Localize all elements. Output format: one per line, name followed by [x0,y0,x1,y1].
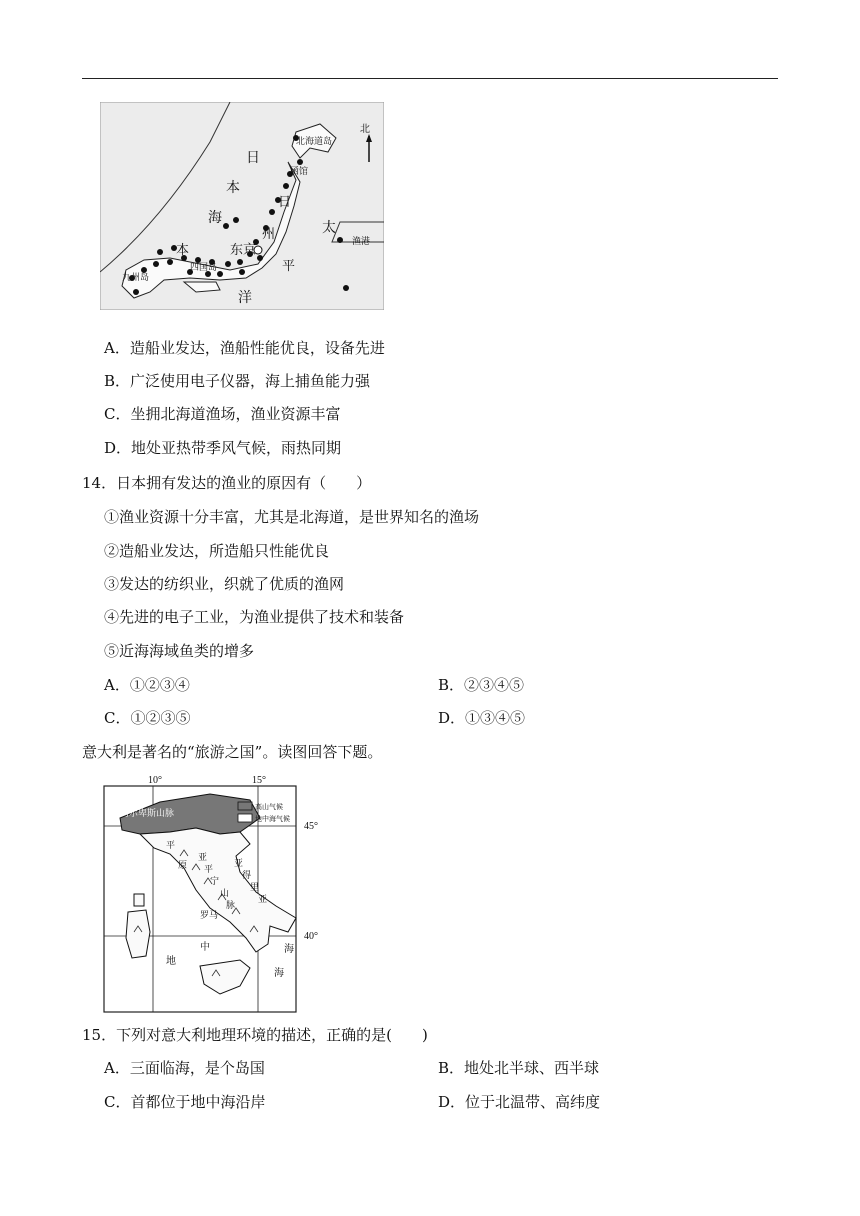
q14-stem: 14．日本拥有发达的渔业的原因有（ ） [82,474,372,492]
map-label: 脉 [226,900,236,910]
legend-label: 地中海气候 [255,815,290,823]
map-label: 海 [284,944,294,955]
map-label: 中 [200,942,210,953]
option-text: 三面临海，是个岛国 [129,1059,265,1077]
q13-option-d [104,438,341,458]
q13-option-a [104,338,385,358]
option-letter: D． [438,1093,466,1111]
option-letter: A． [104,339,130,357]
option-text: 广泛使用电子仪器，海上捕鱼能力强 [130,372,371,390]
option-letter: A． [104,676,130,694]
latitude-label: 40° [304,931,318,942]
map-label: 里 [250,882,260,892]
map-label: 函馆 [290,166,309,176]
option-letter: D． [438,709,466,727]
option-text: ①②③⑤ [130,709,191,727]
map-label: 平 [204,864,214,874]
map-label: 太 [322,221,336,236]
latitude-label: 45° [304,821,318,832]
map-label: 东京 [230,242,257,257]
q14-statement-1: ①渔业资源十分丰富，尤其是北海道，是世界知名的渔场 [104,508,480,526]
option-letter: A． [104,1059,130,1077]
option-text: 位于北温带、高纬度 [465,1093,601,1111]
q15-option-d [438,1092,600,1112]
q13-option-c [104,404,341,424]
option-text: ②③④⑤ [464,676,525,694]
q14-option-a [104,675,190,695]
q14-statement-5: ⑤近海海域鱼类的增多 [104,642,255,660]
map-label: 北海道岛 [296,136,333,146]
map-label: 平 [282,258,296,273]
map-label: 本 [176,242,190,257]
map-label: 地 [166,956,176,967]
map-label: 本 [226,181,240,196]
option-letter: B． [438,676,465,694]
map-label: 州 [262,226,276,241]
option-text: 地处北半球、西半球 [464,1059,600,1077]
option-letter: C． [104,405,131,423]
option-letter: C． [104,1093,131,1111]
map-label: 罗马 [200,910,219,920]
map-label: 九州岛 [122,272,150,282]
q15-option-c [104,1092,266,1112]
option-letter: B． [438,1059,465,1077]
map-label: 宁 [210,876,220,886]
option-text: 地处亚热带季风气候，雨热同期 [131,439,342,457]
map-label: 得 [242,870,252,880]
italy-climate-map [100,772,340,1016]
map-label: 四国岛 [190,262,218,272]
map-label: 亚 [198,852,208,862]
option-text: 首都位于地中海沿岸 [130,1093,266,1111]
map-label: 阿尔卑斯山脉 [120,808,175,818]
map-label: 日 [246,151,260,166]
map-label: 日 [278,194,292,209]
q14-statement-2: ②造船业发达，所造船只性能优良 [104,542,330,560]
map-label: 原 [178,860,188,870]
option-letter: D． [104,439,132,457]
map-label: 渔港 [352,236,371,246]
map-label: 山 [220,888,230,898]
map-label: 海 [274,968,284,979]
q15-option-a [104,1058,265,1078]
map-label: 洋 [238,291,252,306]
header-rule [82,78,778,79]
q13-option-b [104,371,370,391]
option-letter: C． [104,709,131,727]
map-label: 亚 [234,858,244,868]
map-label: 北 [360,124,370,135]
longitude-label: 10° [148,775,162,786]
option-text: 造船业发达，渔船性能优良，设备先进 [129,339,385,357]
q14-option-d [438,708,525,728]
option-text: 坐拥北海道渔场，渔业资源丰富 [130,405,341,423]
option-text: ①③④⑤ [465,709,526,727]
q14-statement-4: ④先进的电子工业，为渔业提供了技术和装备 [104,608,405,626]
q14-statement-3: ③发达的纺织业，织就了优质的渔网 [104,575,345,593]
option-letter: B． [104,372,131,390]
map-label: 亚 [258,894,268,904]
q14-option-b [438,675,524,695]
map-label: 海 [208,211,222,226]
legend-label: 高山气候 [255,803,283,811]
map-label: 平 [166,840,176,850]
q15-stem: 15．下列对意大利地理环境的描述，正确的是( ) [82,1026,428,1044]
q15-option-b [438,1058,599,1078]
longitude-label: 15° [252,775,266,786]
japan-fishing-port-map [100,102,384,310]
option-text: ①②③④ [129,676,190,694]
q14-option-c [104,708,191,728]
italy-intro: 意大利是著名的“旅游之国”。读图回答下题。 [82,743,383,761]
